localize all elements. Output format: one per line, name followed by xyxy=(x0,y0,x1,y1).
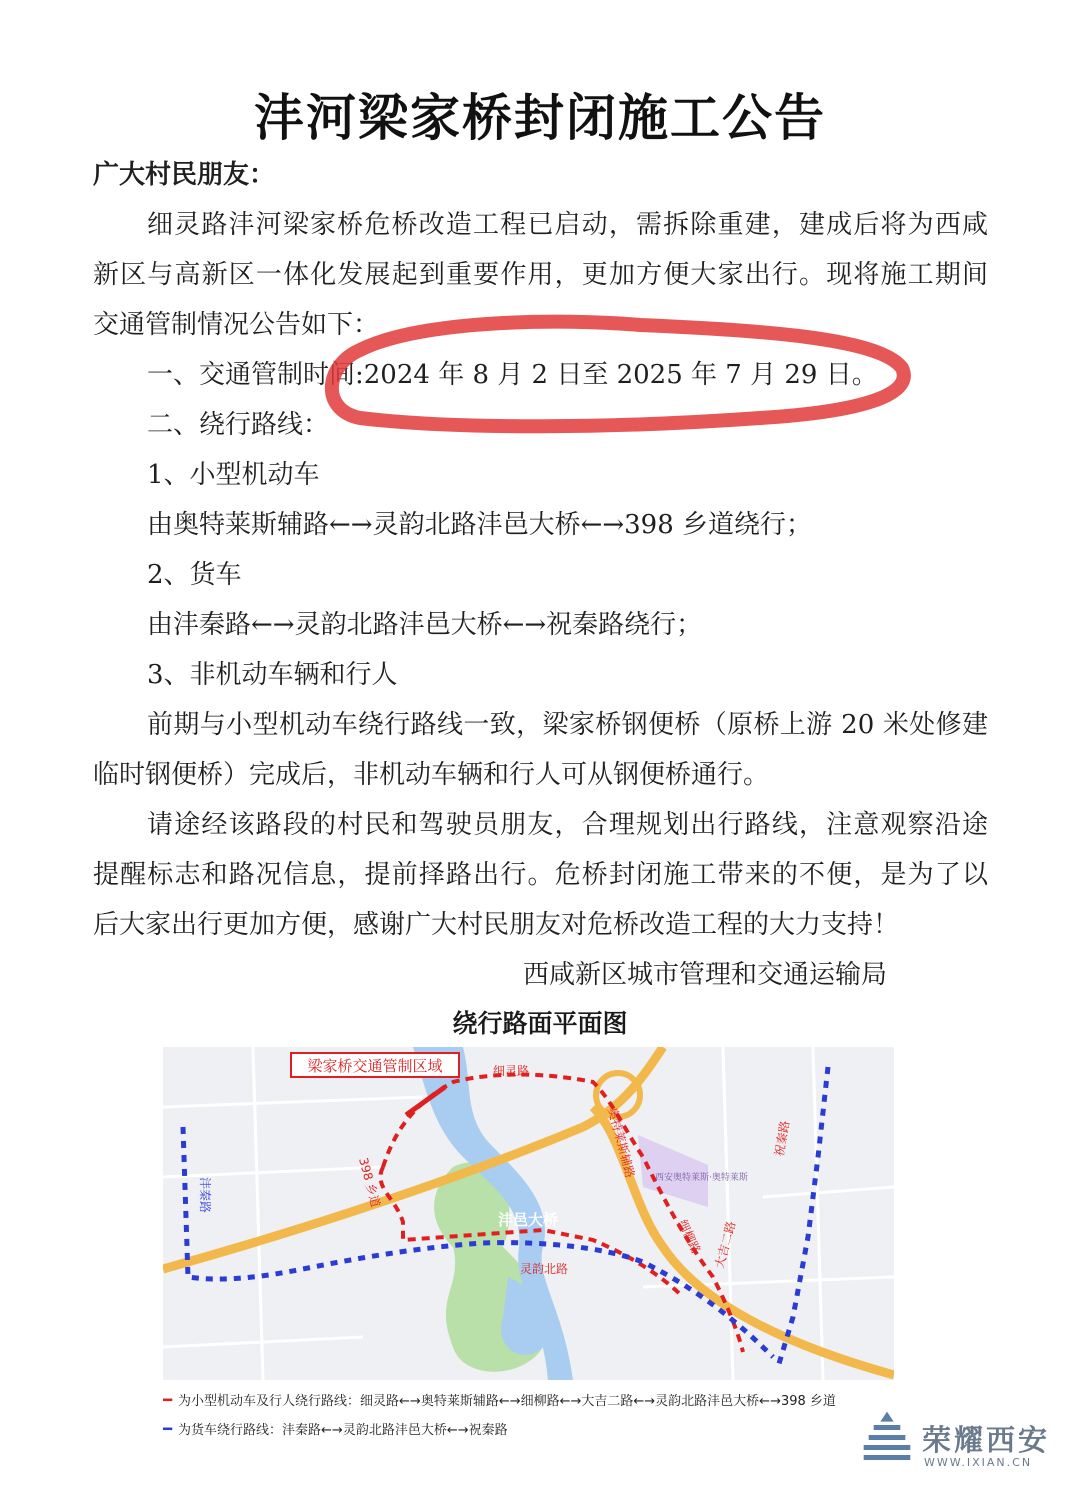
label-outlets-aux: 奥特莱斯辅路 xyxy=(605,1106,638,1180)
label-xiling: 细灵路 xyxy=(493,1064,530,1078)
page-title: 沣河梁家桥封闭施工公告 xyxy=(254,89,826,147)
legend-red-swatch: ━ xyxy=(163,1391,173,1409)
watermark-logo-icon xyxy=(862,1404,912,1476)
para1-line2: 新区与高新区一体化发展起到重要作用，更加方便大家出行。现将施工期间 xyxy=(93,260,988,290)
para4-line1: 请途经该路段的村民和驾驶员朋友，合理规划出行路线，注意观察沿途 xyxy=(147,810,988,840)
legend-blue-text: 为货车绕行路线：沣秦路←→灵韵北路沣邑大桥←→祝秦路 xyxy=(178,1423,508,1438)
watermark-name: 荣耀西安 xyxy=(922,1423,1051,1457)
salutation: 广大村民朋友： xyxy=(93,160,276,190)
item-small-vehicle-route: 由奥特莱斯辅路←→灵韵北路沣邑大桥←→398 乡道绕行； xyxy=(147,510,813,540)
item-small-vehicle-title: 1、小型机动车 xyxy=(147,460,320,490)
label-outlets-poi: 西安奥特莱斯·奥特莱斯 xyxy=(655,1173,748,1183)
para1-line3: 交通管制情况公告如下： xyxy=(93,310,380,340)
item-nonmotor-title: 3、非机动车辆和行人 xyxy=(147,660,398,690)
label-fengqin: 沣秦路 xyxy=(198,1177,212,1214)
legend-red xyxy=(163,1390,836,1409)
label-zhuqin: 祝秦路 xyxy=(772,1119,793,1158)
para3-line2: 临时钢便桥）完成后，非机动车辆和行人可从钢便桥通行。 xyxy=(93,760,770,790)
item-truck-route: 由沣秦路←→灵韵北路沣邑大桥←→祝秦路绕行； xyxy=(147,610,703,640)
section-detour-routes: 二、绕行路线： xyxy=(147,410,330,440)
para4-line2: 提醒标志和路况信息，提前择路出行。危桥封闭施工带来的不便，是为了以 xyxy=(93,860,988,890)
legend-blue xyxy=(163,1419,508,1438)
para4-line3: 后大家出行更加方便，感谢广大村民朋友对危桥改造工程的大力支持！ xyxy=(93,910,900,940)
para3-line1: 前期与小型机动车绕行路线一致，梁家桥钢便桥（原桥上游 20 米处修建 xyxy=(147,710,988,740)
label-398: 398 乡道 xyxy=(356,1156,383,1209)
control-zone-label: 梁家桥交通管制区域 xyxy=(307,1057,443,1075)
para1-line1: 细灵路沣河梁家桥危桥改造工程已启动，需拆除重建，建成后将为西咸 xyxy=(147,210,988,240)
map-title: 绕行路面平面图 xyxy=(452,1009,628,1038)
item-truck-title: 2、货车 xyxy=(147,560,242,590)
label-lingyun-north: 灵韵北路 xyxy=(520,1262,569,1276)
label-fengyi-bridge: 沣邑大桥 xyxy=(498,1211,559,1229)
label-xiliu: 细柳路 xyxy=(675,1217,704,1256)
section-control-time: 一、交通管制时间:2024 年 8 月 2 日至 2025 年 7 月 29 日。 xyxy=(147,360,878,390)
legend-red-text: 为小型机动车及行人绕行路线：细灵路←→奥特莱斯辅路←→细柳路←→大吉二路←→灵韵北路沣邑大桥←→398 乡道 xyxy=(178,1394,836,1409)
label-daji2: 大吉二路 xyxy=(712,1219,739,1270)
legend-blue-swatch: ━ xyxy=(163,1420,173,1438)
signature: 西咸新区城市管理和交通运输局 xyxy=(523,960,888,990)
watermark-url: WWW.IXIAN.CN xyxy=(924,1456,1033,1469)
detour-map xyxy=(163,1047,894,1380)
